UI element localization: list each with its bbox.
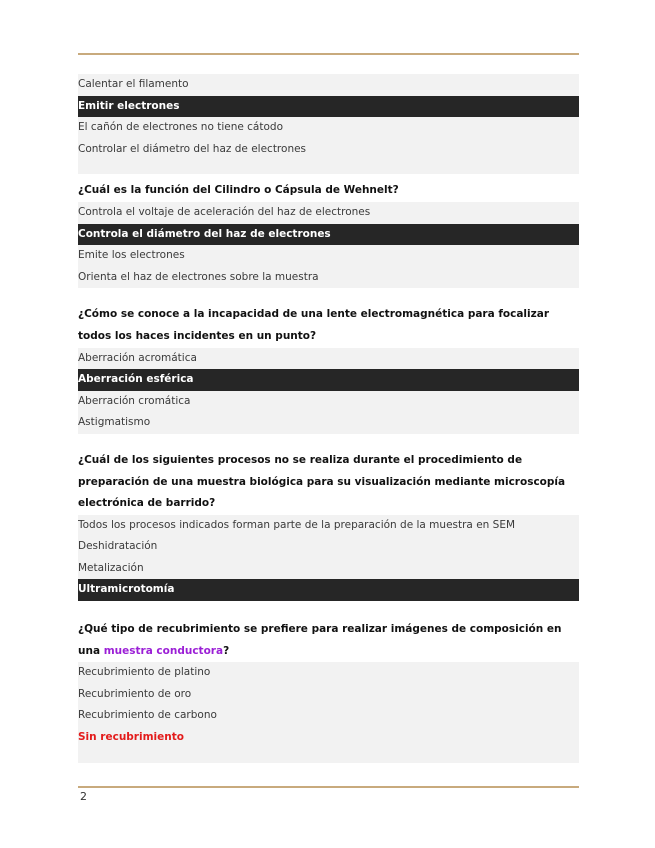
question-4-options bbox=[78, 515, 579, 601]
option-q5-1: Recubrimiento de platino bbox=[78, 662, 579, 684]
page-number: 2 bbox=[80, 790, 87, 803]
question-2-text: ¿Cuál es la función del Cilindro o Cápsula de Wehnelt? bbox=[78, 184, 399, 197]
question-2-options bbox=[78, 202, 579, 288]
question-5-text-start: ¿Qué tipo de recubrimiento se prefiere para realizar imágenes de composición en una bbox=[78, 623, 562, 657]
footer-rule bbox=[78, 786, 579, 788]
option-q5-3: Recubrimiento de carbono bbox=[78, 705, 579, 727]
question-5-options bbox=[78, 662, 579, 762]
header-rule bbox=[78, 53, 579, 55]
option-q2-4: Orienta el haz de electrones sobre la muestra bbox=[78, 267, 579, 289]
question-3-text: ¿Cómo se conoce a la incapacidad de una lente electromagnética para focalizar todos los haces incidentes en un punto? bbox=[78, 308, 549, 342]
option-q5-spacer bbox=[78, 749, 579, 763]
option-q4-3: Metalización bbox=[78, 558, 579, 580]
option-q3-3: Aberración cromática bbox=[78, 391, 579, 413]
question-4-text: ¿Cuál de los siguientes procesos no se realiza durante el procedimiento de preparación de una muestra biológica para su visualización mediante microscopía electrónica de barrido? bbox=[78, 453, 566, 510]
option-q2-2-correct: Controla el diámetro del haz de electrones bbox=[78, 224, 579, 246]
option-q5-4-answer: Sin recubrimiento bbox=[78, 727, 579, 749]
option-q3-1: Aberración acromática bbox=[78, 348, 579, 370]
option-q4-1: Todos los procesos indicados forman parte de la preparación de la muestra en SEM bbox=[78, 515, 579, 537]
option-q2-3: Emite los electrones bbox=[78, 245, 579, 267]
option-q4-2: Deshidratación bbox=[78, 536, 579, 558]
option-q3-4: Astigmatismo bbox=[78, 412, 579, 434]
option-q2-1: Controla el voltaje de aceleración del haz de electrones bbox=[78, 202, 579, 224]
option-q4-4-correct: Ultramicrotomía bbox=[78, 579, 579, 601]
option-q1-2-correct: Emitir electrones bbox=[78, 96, 579, 118]
option-q1-4: Controlar el diámetro del haz de electrones bbox=[78, 139, 579, 161]
option-q3-2-correct: Aberración esférica bbox=[78, 369, 579, 391]
option-q1-spacer bbox=[78, 160, 579, 174]
option-q5-2: Recubrimiento de oro bbox=[78, 684, 579, 706]
question-5-text-end: ? bbox=[223, 644, 230, 657]
option-q1-3: El cañón de electrones no tiene cátodo bbox=[78, 117, 579, 139]
question-5-text bbox=[78, 619, 579, 662]
option-q1-1: Calentar el filamento bbox=[78, 74, 579, 96]
question-3-options bbox=[78, 348, 579, 434]
question-1-options bbox=[78, 74, 579, 174]
question-5-highlight: muestra conductora bbox=[103, 644, 224, 657]
quiz-content bbox=[78, 74, 579, 763]
